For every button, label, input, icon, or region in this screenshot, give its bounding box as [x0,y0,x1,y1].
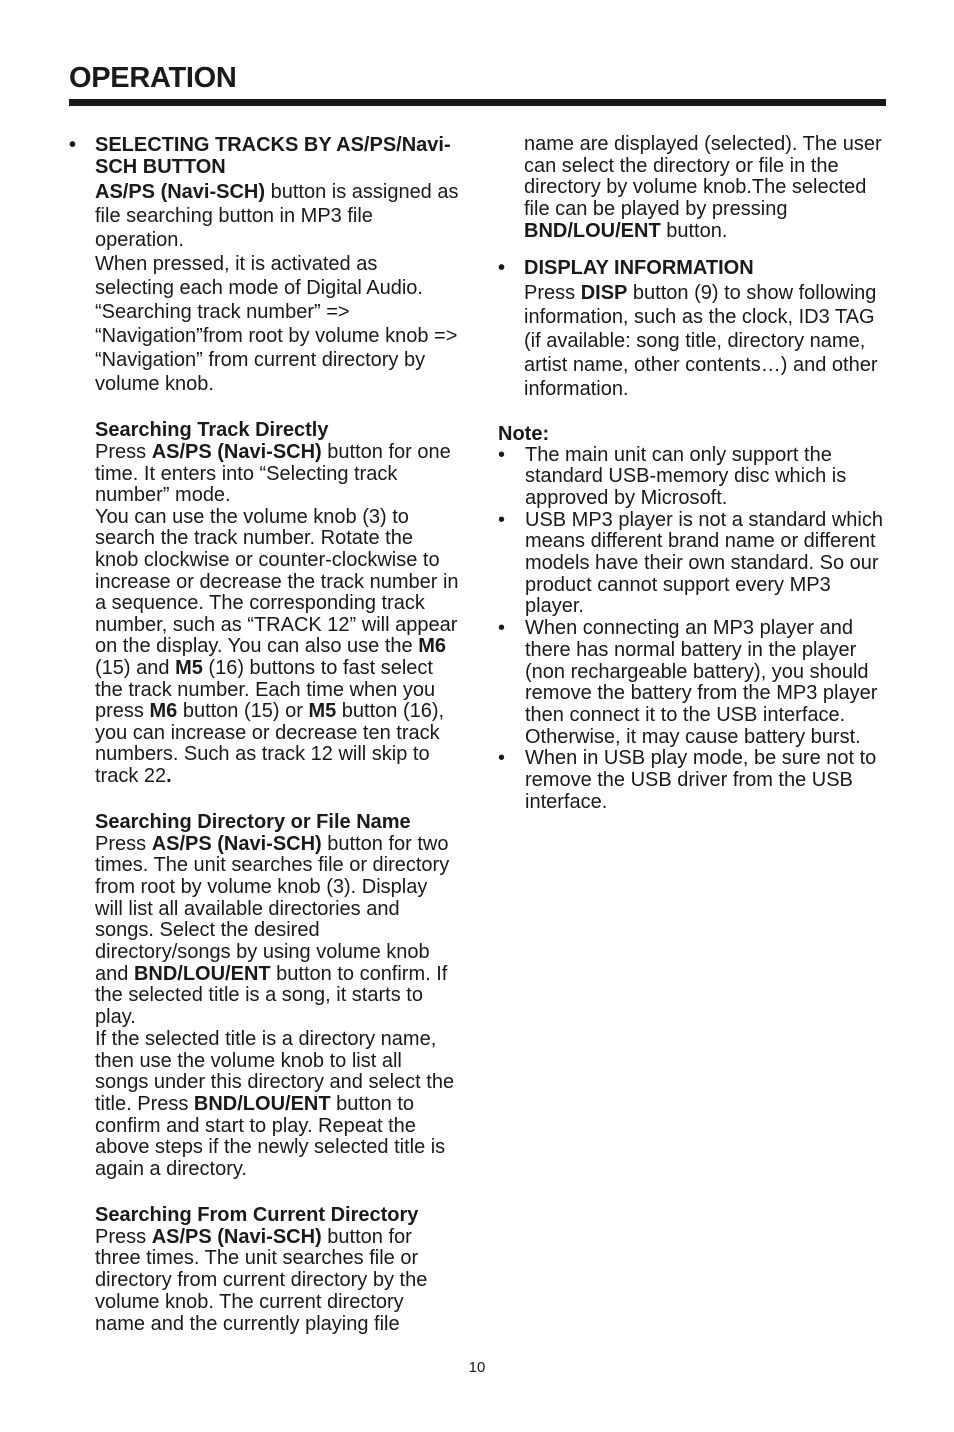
page-number: 10 [468,1359,486,1376]
text: Press [95,441,152,463]
subheading-searching-from-current-directory: Searching From Current Directory [95,1203,419,1226]
paragraph [95,180,459,252]
bold-term: AS/PS (Navi-SCH) [95,181,266,203]
section-heading-selecting-tracks [69,134,459,178]
bold-term: DISP [580,281,628,304]
section-searching-from-current-directory [95,1227,459,1336]
text: If the selected title is a directory name, then use the volume knob to list all songs under this directory and select the title. Press [95,1027,455,1115]
paragraph: When pressed, it is activated as selecting each mode of Digital Audio. “Searching track number” => “Navigation”from root by volume knob => “Navigation” from current directory by volume knob. [95,253,458,395]
bullet-icon: • [498,443,506,466]
right-column [498,134,888,813]
text: button to confirm. If the selected title is a song, it starts to play. [95,962,448,1029]
bold-term: BND/LOU/ENT [133,962,271,985]
bullet-icon: • [498,256,506,279]
bold-term: BND/LOU/ENT [193,1092,331,1115]
note-text: When connecting an MP3 player and there has normal battery in the player (non rechargeable battery), you should remove the battery from the MP3 player then connect it to the USB interface. Otherwise, it may cause battery burst. [525,617,878,748]
text: You can use the volume knob (3) to search the track number. Rotate the knob clockwise or counter-clockwise to increase or decrease the track number in a sequence. The corresponding track number, such as “TRACK 12” will appear on the display. You can also use the [95,505,459,658]
text: button. [660,219,728,242]
continued-text [498,134,888,243]
text: button for two times. The unit searches file or directory from root by volume knob (3). Display will list all available directories and songs. Select the desired directory/songs by using volume knob and [95,832,450,985]
section-searching-track-directly [95,442,459,788]
heading-text: DISPLAY INFORMATION [524,256,754,279]
text: button for one time. It enters into “Selecting track number” mode. [95,441,451,507]
text: Press [524,281,581,304]
bold-term: M6 [418,635,446,658]
page-title: OPERATION [69,62,237,94]
note-text: The main unit can only support the standard USB-memory disc which is approved by Microsoft. [525,443,847,509]
section-searching-directory-or-file [95,834,459,1181]
note-text: When in USB play mode, be sure not to remove the USB driver from the USB interface. [525,747,877,813]
text: button to confirm and start to play. Repeat the above steps if the newly selected title is again a directory. [95,1092,446,1181]
subheading-searching-track-directly: Searching Track Directly [95,419,329,441]
text: button is assigned as file searching button in MP3 file operation. [95,181,459,251]
left-column [69,134,459,1335]
note-list [498,445,888,814]
bold-term: AS/PS (Navi-SCH) [151,441,322,463]
text: name are displayed (selected). The user can select the directory or file in the directory by volume knob.The selected file can be played by pressing [524,133,882,221]
bold-term: AS/PS (Navi-SCH) [151,832,322,855]
bold-term: M6 [149,700,178,723]
text: button (9) to show following information, such as the clock, ID3 TAG (if available: song title, directory name, artist name, other contents…) and other information. [524,281,878,400]
bullet-icon: • [498,508,506,531]
note-item [498,510,888,619]
paragraph [524,281,888,401]
paragraph [95,1227,459,1336]
paragraph [95,834,459,1029]
text: button (16), you can increase or decrease ten track numbers. Such as track 12 will skip to track 22 [95,700,445,787]
text: button for three times. The unit searches file or directory from current directory by the volume knob. The current directory name and the currently playing file [95,1225,428,1335]
bold-term: BND/LOU/ENT [524,219,661,242]
paragraph [95,442,459,507]
paragraph [95,1029,459,1181]
note-text: USB MP3 player is not a standard which means different brand name or different models have their own standard. So our product cannot support every MP3 player. [525,508,883,618]
note-item [498,748,888,813]
section-display-information-body [498,281,888,401]
bullet-icon: • [498,617,506,640]
paragraph [524,134,888,243]
note-title: Note: [498,422,550,445]
bold-term: . [166,764,172,787]
bullet-icon: • [498,747,506,770]
bullet-icon: • [69,134,77,156]
note-item [498,618,888,748]
bold-term: M5 [175,656,203,679]
text: Press [95,1225,152,1248]
text: (15) and [95,656,176,679]
text: (16) buttons to fast select the track number. Each time when you press [95,656,436,723]
heading-text: SELECTING TRACKS BY AS/PS/Navi-SCH BUTTON [95,134,451,178]
section-selecting-tracks-body [69,180,459,1335]
paragraph [95,507,459,788]
bold-term: M5 [308,700,337,723]
title-rule [69,99,886,106]
section-heading-display-information [498,257,888,279]
text: Press [95,832,152,855]
subheading-searching-directory-or-file: Searching Directory or File Name [95,810,411,833]
bold-term: AS/PS (Navi-SCH) [151,1225,322,1248]
text: button (15) or [177,700,309,723]
note-item [498,445,888,510]
